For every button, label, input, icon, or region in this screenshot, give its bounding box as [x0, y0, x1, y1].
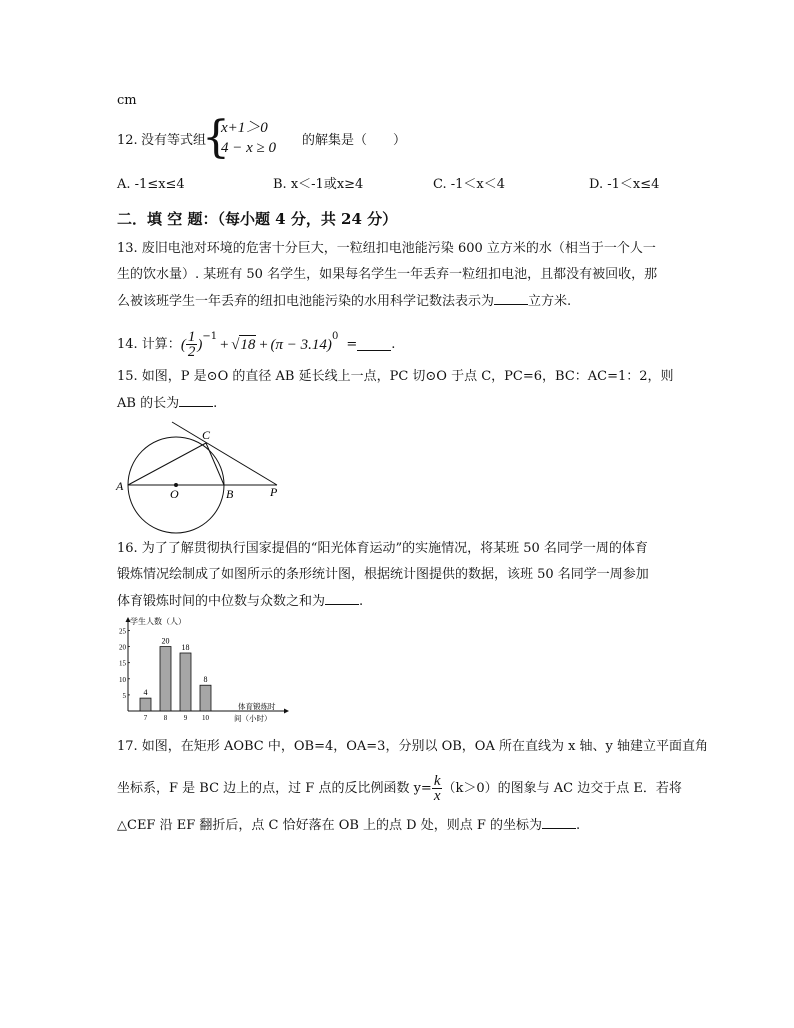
chart-bar — [200, 685, 211, 711]
chart-y-axis-title: 学生人数（人） — [130, 617, 186, 626]
q14-answer-blank[interactable] — [357, 338, 391, 351]
q14-equals: = — [346, 336, 358, 352]
q17-answer-blank[interactable] — [542, 816, 576, 829]
q12-inequality-1: x+1＞0 — [221, 120, 268, 136]
chart-y-tick-label: 15 — [119, 659, 126, 668]
q14-sqrt-sign: √ — [231, 336, 240, 353]
unit-cm: cm — [117, 93, 137, 108]
section-2-title: 二．填 空 题：（每小题 4 分，共 24 分） — [117, 210, 398, 228]
chart-x-tick-label: 8 — [163, 714, 168, 722]
q14-period: . — [391, 336, 396, 352]
chart-bar — [180, 653, 191, 711]
q14-exponent-zero: 0 — [331, 330, 339, 342]
q13-line-3-text: 么被该班学生一年丢弃的纽扣电池能污染的水用科学记数法表示为 — [117, 294, 495, 309]
q16-period: . — [359, 594, 364, 609]
q15-line-2-text: AB 的长为 — [117, 396, 180, 411]
chart-x-axis-title-line-2: 间（小时） — [234, 714, 272, 723]
segment-ac — [128, 443, 206, 485]
chart-data-label: 20 — [161, 636, 170, 646]
q17-line-1: 17. 如图，在矩形 AOBC 中，OB=4，OA=3，分别以 OB，OA 所在直线为 x 轴、y 轴建立平面直角 — [117, 739, 709, 754]
q12-number: 12. — [117, 133, 138, 148]
q13-line-3-unit: 立方米. — [528, 294, 572, 309]
q17-period: . — [576, 818, 581, 833]
q12-suffix: 的解集是（ ） — [302, 133, 407, 148]
tangent-pc — [172, 422, 277, 485]
chart-data-label: 18 — [181, 643, 190, 652]
label-o: O — [170, 487, 179, 501]
q12-brace: { — [202, 112, 230, 163]
q13-line-3 — [117, 292, 571, 311]
q15-circle-figure — [112, 418, 292, 534]
q14-fraction-numerator: 1 — [187, 329, 196, 345]
q16-line-3-text: 体育锻炼时间的中位数与众数之和为 — [117, 594, 326, 609]
q13-answer-blank[interactable] — [494, 292, 528, 305]
chart-bar — [160, 647, 171, 711]
q17-line-2-text-a: 坐标系，F 是 BC 边上的点，过 F 点的反比例函数 y= — [117, 780, 432, 796]
label-c: C — [202, 428, 211, 442]
chart-x-tick-label: 9 — [183, 714, 188, 722]
chart-y-tick-label: 5 — [122, 691, 126, 700]
label-p: P — [270, 485, 278, 499]
q13-line-1: 13. 废旧电池对环境的危害十分巨大，一粒纽扣电池能污染 600 立方米的水（相当于一个人一 — [117, 241, 656, 256]
q17-line-2-text-b: （k＞0）的图象与 AC 边交于点 E．若将 — [442, 780, 682, 796]
q14-paren-close: ) — [197, 336, 203, 353]
q16-line-1: 16. 为了了解贯彻执行国家提倡的“阳光体育运动”的实施情况，将某班 50 名同学一周的体育 — [117, 541, 648, 556]
q12-option-a[interactable]: A. -1≤x≤4 — [117, 177, 185, 192]
chart-x-axis-title-line-1: 体育锻炼时 — [238, 702, 276, 711]
q14-plus-2: + — [258, 336, 269, 353]
q12-option-b[interactable]: B. x＜-1或x≥4 — [273, 177, 364, 192]
q17-line-2 — [117, 774, 682, 803]
q14-prefix: 14. 计算： — [117, 336, 181, 352]
q17-fraction-numerator: k — [433, 773, 441, 789]
q15-line-1: 15. 如图，P 是⊙O 的直径 AB 延长线上一点，PC 切⊙O 于点 C，PC=6，BC：AC=1：2，则 — [117, 369, 674, 384]
q16-bar-chart — [112, 614, 292, 730]
q14-exponent-neg1: −1 — [202, 330, 218, 342]
q15-period: . — [213, 396, 218, 411]
q15-answer-blank[interactable] — [179, 394, 213, 407]
q17-fraction-denominator: x — [433, 788, 441, 804]
q12-option-d[interactable]: D. -1＜x≤4 — [589, 177, 660, 192]
chart-y-tick-label: 20 — [119, 643, 126, 652]
q14-sqrt-value: 18 — [240, 337, 256, 353]
chart-y-tick-label: 25 — [119, 627, 126, 636]
q16-line-3 — [117, 592, 363, 611]
q14-plus-1: + — [219, 336, 230, 353]
chart-x-axis-arrow — [284, 709, 289, 714]
q14-fraction — [186, 330, 198, 359]
chart-x-tick-label: 10 — [202, 714, 209, 722]
label-a: A — [116, 479, 124, 493]
chart-data-label: 4 — [143, 688, 148, 698]
q14-fraction-denominator: 2 — [187, 344, 196, 360]
q16-answer-blank[interactable] — [325, 592, 359, 605]
segment-bc — [206, 443, 224, 485]
q17-line-3 — [117, 816, 580, 835]
q12-stem: 没有等式组 — [141, 133, 207, 148]
q14-paren-open: ( — [180, 336, 186, 353]
chart-data-label: 8 — [203, 675, 208, 685]
q16-line-2: 锻炼情况绘制成了如图所示的条形统计图，根据统计图提供的数据，该班 50 名同学一周参加 — [117, 567, 649, 582]
q12-inequality-2: 4 − x ≥ 0 — [221, 140, 277, 156]
q15-line-2 — [117, 394, 217, 413]
chart-bar — [140, 698, 151, 711]
q17-line-3-text: △CEF 沿 EF 翻折后，点 C 恰好落在 OB 上的点 D 处，则点 F 的坐标为 — [117, 818, 543, 833]
chart-y-tick-label: 10 — [119, 675, 126, 684]
q14-expression — [117, 330, 395, 359]
q13-line-2: 生的饮水量）. 某班有 50 名学生，如果每名学生一年丢弃一粒纽扣电池，且都没有被回收，那 — [117, 267, 658, 282]
chart-x-tick-label: 7 — [143, 714, 148, 722]
label-b: B — [226, 487, 234, 501]
q14-paren-term: (π − 3.14) — [270, 336, 332, 353]
q17-fraction — [432, 774, 443, 803]
q12-option-c[interactable]: C. -1＜x＜4 — [433, 177, 506, 192]
